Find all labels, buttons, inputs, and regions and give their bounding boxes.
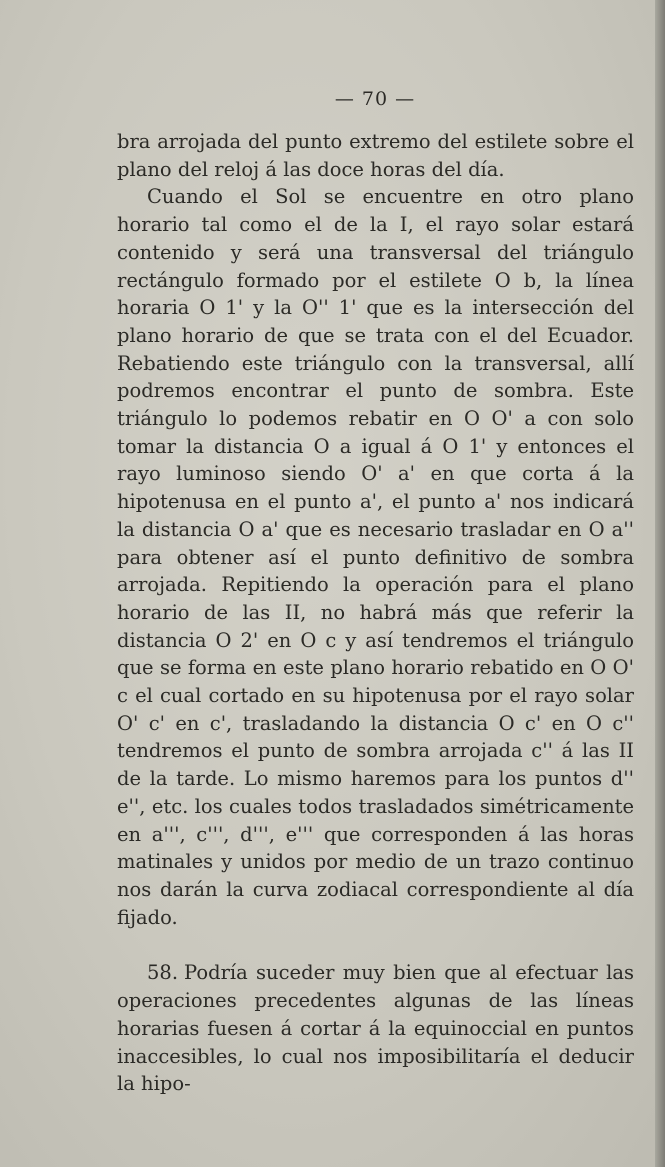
body-text [117,128,634,1098]
section-58 [117,959,634,1098]
page-number: — 70 — [334,88,416,110]
section-number: 58. [147,961,179,985]
paragraph-continuation: bra arrojada del punto extremo del estilete sobre el plano del reloj á las doce horas del día. [117,130,634,181]
section-text: Podría suceder muy bien que al efectuar las operaciones precedentes algunas de las líneas horarias fuesen á cortar á la equinoccial en puntos inaccesibles, lo cual nos imposibilitaría el deducir la hipo- [117,961,634,1096]
paragraph-shadow-construction: Cuando el Sol se encuentre en otro plano horario tal como el de la I, el rayo solar estará contenido y será una transversal del triángulo rectángulo formado por el estilete O b, la línea horaria O 1' y la O'' 1' que es la intersección del plano horario de que se trata con el del Ecuador. Rebatiendo este triángulo con la transversal, allí podremos encontrar el punto de sombra. Este triángulo lo podemos rebatir en O O' a con solo tomar la distancia O a igual á O 1' y entonces el rayo luminoso siendo O' a' en que corta á la hipotenusa en el punto a', el punto a' nos indicará la distancia O a' que es necesario trasladar en O a'' para obtener así el punto definitivo de sombra arrojada. Repitiendo la operación para el plano horario de las II, no habrá más que referir la distancia O 2' en O c y así tendremos el triángulo que se forma en este plano horario rebatido en O O' c el cual cortado en su hipotenusa por el rayo solar O' c' en c', trasladando la distancia O c' en O c'' tendremos el punto de sombra arrojada c'' á las II de la tarde. Lo mismo haremos para los puntos d'' e'', etc. los cuales todos trasladados simétricamente en a''', c''', d''', e''' que corresponden á las horas matinales y unidos por medio de un trazo continuo nos darán la curva zodiacal correspondiente al día fijado. [117,185,634,929]
page-edge [655,0,665,1167]
